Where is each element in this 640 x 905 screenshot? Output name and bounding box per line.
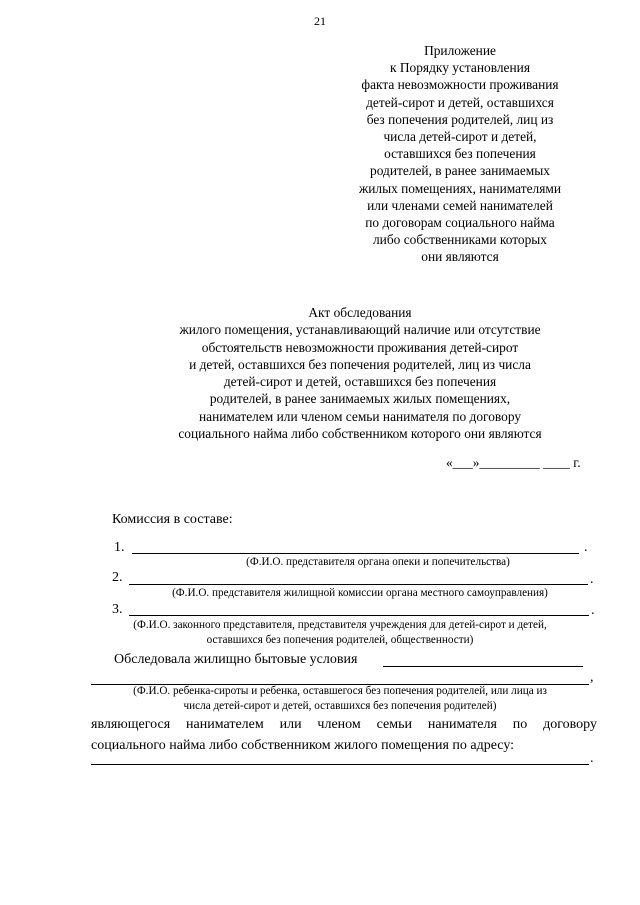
commission-member-1-line[interactable] (132, 553, 579, 554)
act-title-line: Акт обследования (308, 305, 412, 320)
appendix-line: Приложение (424, 43, 496, 58)
commission-item-3-number: 3. (112, 602, 123, 617)
line-end-mark: . (591, 603, 595, 618)
act-title (60, 304, 640, 442)
act-title-line: жилого помещения, устанавливающий наличие или отсутствие (179, 322, 541, 338)
commission-member-2-line[interactable] (129, 584, 588, 585)
commission-item-1-caption: (Ф.И.О. представителя органа опеки и попечительства) (246, 556, 510, 568)
act-title-line: и детей, оставшихся без попечения родителей, лиц из числа (189, 356, 531, 372)
appendix-line: оставшихся без попечения (384, 146, 536, 162)
appendix-line: к Порядку установления (390, 60, 530, 76)
line-end-mark: . (590, 572, 594, 587)
commission-item-1-number: 1. (114, 540, 125, 555)
commission-item-2-number: 2. (112, 570, 123, 585)
commission-heading: Комиссия в составе: (112, 512, 233, 527)
commission-item-3-caption-line: (Ф.И.О. законного представителя, представителя учреждения для детей-сирот и детей, (133, 619, 547, 631)
line-end-mark: . (584, 540, 588, 555)
line-end-comma: , (590, 670, 594, 685)
appendix-line: жилых помещениях, нанимателями (359, 180, 561, 196)
inspection-label: Обследовала жилищно бытовые условия (114, 652, 358, 667)
page-number: 21 (314, 14, 326, 28)
inspection-caption-line: числа детей-сирот и детей, оставшихся без попечения родителей) (183, 700, 497, 712)
statement-line: являющегося нанимателем или членом семьи нанимателя по договору (91, 717, 597, 732)
statement-line: социального найма либо собственником жилого помещения по адресу: (91, 738, 515, 753)
commission-member-3-line[interactable] (129, 615, 589, 616)
act-title-line: нанимателем или членом семьи нанимателя по договору (198, 408, 522, 424)
date-field[interactable]: «___»_________ ____ г. (446, 455, 581, 470)
appendix-line: родителей, в ранее занимаемых (370, 163, 550, 179)
act-title-line: обстоятельств невозможности проживания детей-сирот (201, 339, 519, 355)
appendix-line: или членами семей нанимателей (367, 197, 553, 213)
act-title-line: детей-сирот и детей, оставшихся без попечения (223, 374, 497, 390)
commission-item-2-caption: (Ф.И.О. представителя жилищной комиссии органа местного самоуправления) (172, 587, 548, 599)
appendix-line: детей-сирот и детей, оставшихся (366, 94, 554, 110)
appendix-line: факта невозможности проживания (361, 77, 559, 93)
appendix-line: либо собственниками которых (373, 232, 547, 248)
appendix-header (320, 42, 600, 266)
appendix-line: по договорам социального найма (365, 215, 555, 231)
appendix-line: числа детей-сирот и детей, (383, 129, 537, 145)
commission-item-3-caption-line: оставшихся без попечения родителей, общественности) (206, 634, 474, 646)
act-title-line: родителей, в ранее занимаемых жилых помещениях, (209, 391, 511, 407)
appendix-line: они являются (421, 249, 499, 265)
line-end-mark: . (590, 751, 594, 766)
appendix-line: без попечения родителей, лиц из (366, 111, 554, 127)
inspection-subject-line[interactable] (383, 666, 583, 667)
inspection-caption-line: (Ф.И.О. ребенка-сироты и ребенка, оставшегося без попечения родителей, или лица из (133, 685, 547, 697)
address-line[interactable] (91, 764, 589, 765)
act-title-line: социального найма либо собственником которого они являются (178, 426, 542, 442)
